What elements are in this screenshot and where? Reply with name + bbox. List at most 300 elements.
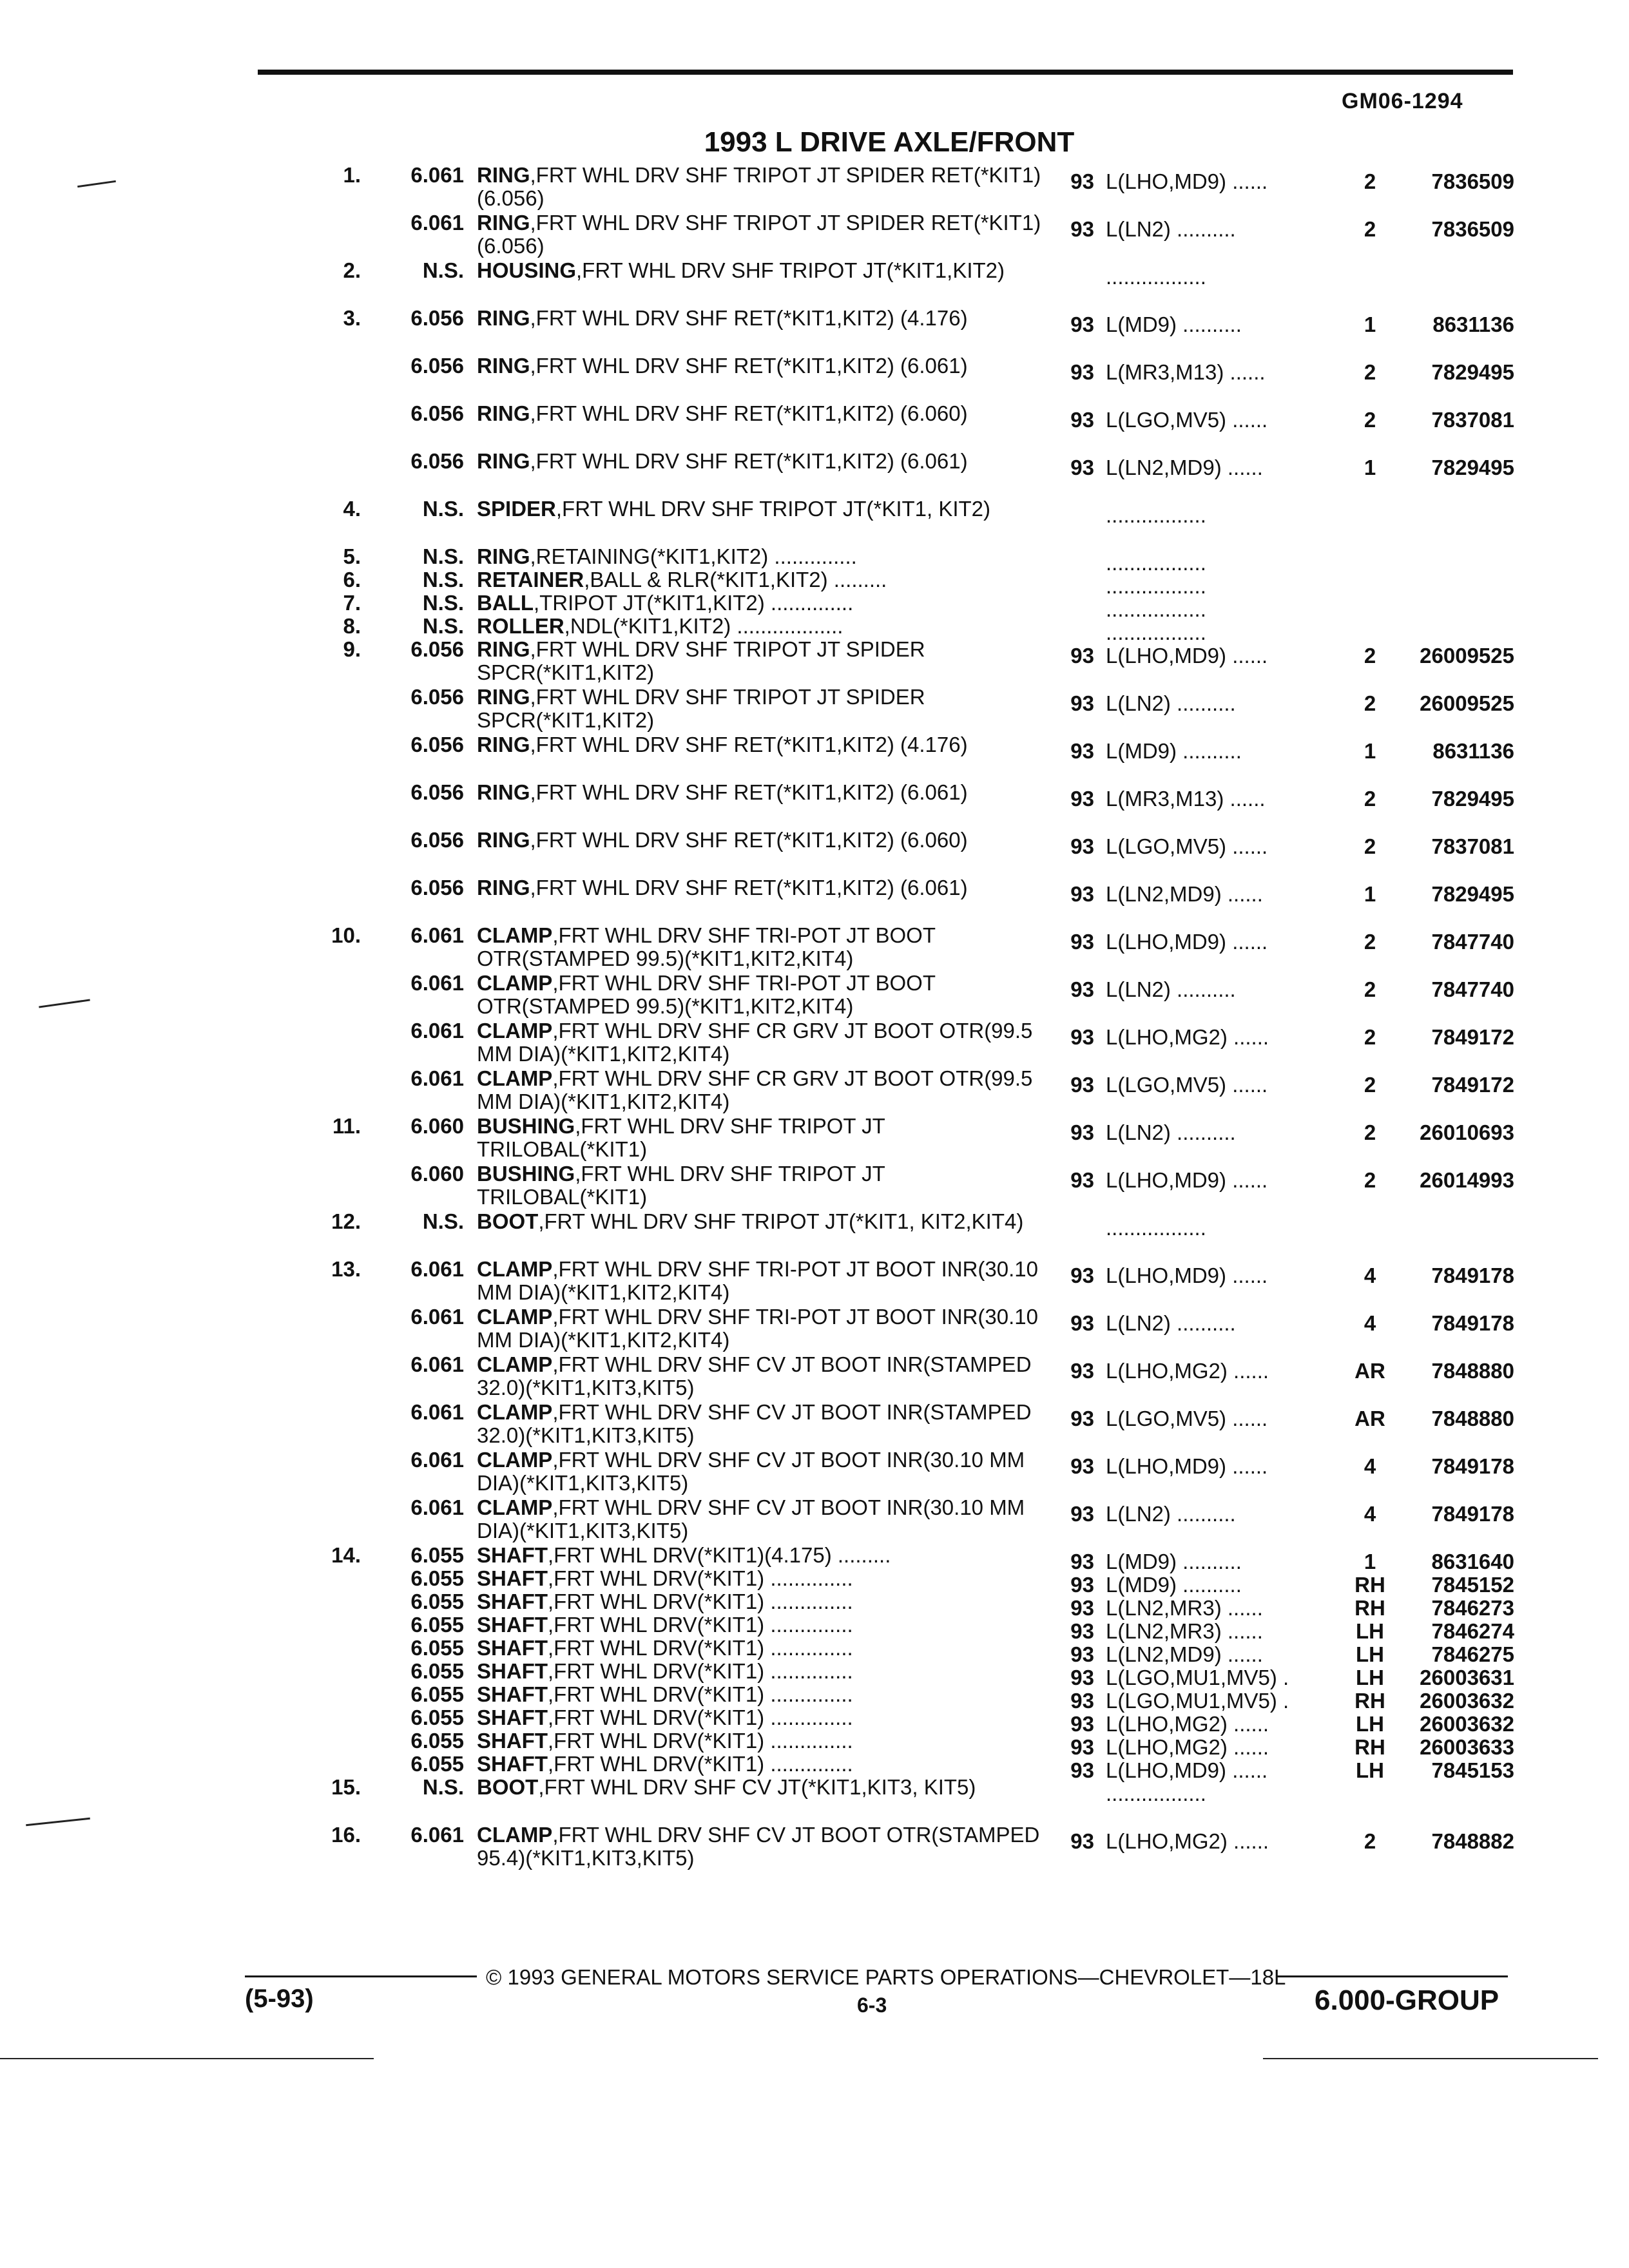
part-description: [477, 733, 1044, 756]
part-number: 7845152: [1431, 1573, 1514, 1597]
application: L(LGO,MU1,MV5) .: [1106, 1666, 1289, 1689]
model-year: 93: [1070, 456, 1094, 479]
part-row: [0, 1305, 1629, 1353]
quantity: 2: [1364, 1120, 1376, 1144]
part-row: [0, 638, 1629, 686]
item-number: 4.: [343, 497, 361, 521]
application: L(LHO,MD9) ......: [1106, 1264, 1268, 1287]
group-number: 6.061: [410, 211, 464, 235]
part-detail: ,FRT WHL DRV SHF CV JT(*KIT1,KIT3, KIT5): [538, 1775, 976, 1799]
application: L(MD9) ..........: [1106, 1573, 1242, 1597]
quantity: 2: [1364, 408, 1376, 432]
part-number: 7849178: [1431, 1264, 1514, 1287]
footer-group: 6.000-GROUP: [1315, 1984, 1499, 2016]
part-name: RING: [477, 211, 530, 235]
top-rule: [258, 70, 1513, 75]
quantity: 2: [1364, 1025, 1376, 1049]
model-year: 93: [1070, 312, 1094, 336]
part-detail: ,FRT WHL DRV SHF TRI-POT JT BOOT OTR(STAMPED 99.5)(*KIT1,KIT2,KIT4): [477, 923, 936, 970]
part-number: 7847740: [1431, 930, 1514, 954]
application: L(LHO,MG2) ......: [1106, 1829, 1269, 1853]
part-name: HOUSING: [477, 258, 577, 282]
part-description: [477, 1258, 1044, 1304]
part-name: BUSHING: [477, 1114, 575, 1138]
part-description: [477, 591, 1044, 615]
part-detail: ,RETAINING(*KIT1,KIT2) ..............: [530, 544, 857, 568]
part-name: SHAFT: [477, 1543, 548, 1567]
group-number: 6.061: [410, 1257, 464, 1281]
model-year: 93: [1070, 1025, 1094, 1049]
part-number: 7836509: [1431, 217, 1514, 241]
model-year: 93: [1070, 1120, 1094, 1144]
model-year: 93: [1070, 834, 1094, 858]
part-row: [0, 1706, 1629, 1736]
part-number: 7846275: [1431, 1642, 1514, 1666]
application: L(LHO,MD9) ......: [1106, 1758, 1268, 1782]
group-number: 6.061: [410, 1400, 464, 1424]
part-row: [0, 1613, 1629, 1643]
item-number: 15.: [331, 1775, 361, 1799]
part-detail: ,FRT WHL DRV SHF TRI-POT JT BOOT OTR(STAMPED 99.5)(*KIT1,KIT2,KIT4): [477, 971, 936, 1018]
part-row: [0, 544, 1629, 575]
part-detail: ,FRT WHL DRV SHF CV JT BOOT INR(30.10 MM DIA)(*KIT1,KIT3,KIT5): [477, 1448, 1025, 1495]
part-row: [0, 164, 1629, 211]
part-description: [477, 164, 1044, 210]
application: L(LGO,MV5) ......: [1106, 834, 1268, 858]
group-number: 6.056: [410, 637, 464, 661]
application: L(LGO,MV5) ......: [1106, 408, 1268, 432]
part-name: RING: [477, 828, 530, 852]
model-year: 93: [1070, 1454, 1094, 1478]
part-row: [0, 1776, 1629, 1823]
model-year: 93: [1070, 1735, 1094, 1759]
part-detail: ,FRT WHL DRV SHF RET(*KIT1,KIT2) (6.061): [530, 876, 968, 899]
quantity: LH: [1356, 1758, 1384, 1782]
part-name: RING: [477, 876, 530, 899]
part-description: [477, 1210, 1044, 1233]
part-description: [477, 972, 1044, 1018]
part-name: BALL: [477, 591, 534, 615]
model-year: 93: [1070, 1073, 1094, 1097]
application: L(LGO,MV5) ......: [1106, 1407, 1268, 1430]
model-year: 93: [1070, 1573, 1094, 1597]
part-name: BUSHING: [477, 1162, 575, 1186]
footer-date: (5-93): [245, 1984, 314, 2013]
application: L(LN2,MR3) ......: [1106, 1619, 1263, 1643]
model-year: 93: [1070, 882, 1094, 906]
model-year: 93: [1070, 1712, 1094, 1736]
part-name: RING: [477, 685, 530, 709]
quantity: RH: [1354, 1735, 1385, 1759]
application: L(LHO,MG2) ......: [1106, 1735, 1269, 1759]
part-description: [477, 829, 1044, 852]
quantity: LH: [1356, 1619, 1384, 1643]
application: .................: [1106, 620, 1206, 644]
part-description: [477, 924, 1044, 970]
group-number: 6.055: [410, 1613, 464, 1637]
part-number: 7836509: [1431, 169, 1514, 193]
part-name: CLAMP: [477, 1352, 553, 1376]
item-number: 3.: [343, 306, 361, 330]
part-name: SHAFT: [477, 1613, 548, 1637]
application: .................: [1106, 597, 1206, 621]
footer-rule-right: [1276, 1975, 1508, 1977]
part-description: [477, 1567, 1044, 1590]
group-number: 6.061: [410, 1352, 464, 1376]
part-detail: ,FRT WHL DRV SHF CR GRV JT BOOT OTR(99.5 MM DIA)(*KIT1,KIT2,KIT4): [477, 1066, 1033, 1113]
group-number: 6.055: [410, 1543, 464, 1567]
part-detail: ,BALL & RLR(*KIT1,KIT2) .........: [584, 568, 887, 591]
part-description: [477, 638, 1044, 684]
part-row: [0, 924, 1629, 972]
part-number: 26009525: [1420, 691, 1514, 715]
group-number: N.S.: [422, 1775, 464, 1799]
item-number: 7.: [343, 591, 361, 615]
part-detail: ,FRT WHL DRV SHF CV JT BOOT INR(STAMPED 32.0)(*KIT1,KIT3,KIT5): [477, 1352, 1032, 1399]
quantity: 2: [1364, 691, 1376, 715]
part-name: CLAMP: [477, 1019, 553, 1043]
group-number: 6.061: [410, 1823, 464, 1847]
page-title: 1993 L DRIVE AXLE/FRONT: [704, 126, 1075, 158]
part-description: [477, 781, 1044, 804]
part-detail: ,FRT WHL DRV SHF CV JT BOOT OTR(STAMPED 95.4)(*KIT1,KIT3,KIT5): [477, 1823, 1040, 1870]
part-detail: ,FRT WHL DRV(*KIT1) ..............: [548, 1659, 853, 1683]
group-number: 6.061: [410, 971, 464, 995]
part-detail: ,FRT WHL DRV SHF TRIPOT JT TRILOBAL(*KIT1): [477, 1114, 885, 1161]
group-number: 6.055: [410, 1682, 464, 1706]
part-name: CLAMP: [477, 923, 553, 947]
group-number: N.S.: [422, 568, 464, 591]
part-name: SHAFT: [477, 1659, 548, 1683]
part-row: [0, 781, 1629, 829]
part-row: [0, 307, 1629, 354]
part-number: 7829495: [1431, 787, 1514, 811]
part-row: [0, 1496, 1629, 1544]
part-description: [477, 1067, 1044, 1113]
quantity: 1: [1364, 1550, 1376, 1573]
model-year: 93: [1070, 1666, 1094, 1689]
part-detail: ,FRT WHL DRV SHF TRIPOT JT(*KIT1, KIT2): [555, 497, 991, 521]
part-number: 7849178: [1431, 1311, 1514, 1335]
part-description: [477, 545, 1044, 568]
part-name: RING: [477, 780, 530, 804]
application: L(LHO,MD9) ......: [1106, 930, 1268, 954]
model-year: 93: [1070, 1311, 1094, 1335]
quantity: 1: [1364, 312, 1376, 336]
part-name: SHAFT: [477, 1706, 548, 1729]
application: L(LHO,MD9) ......: [1106, 169, 1268, 193]
group-number: N.S.: [422, 258, 464, 282]
part-row: [0, 211, 1629, 259]
application: L(LN2) ..........: [1106, 977, 1236, 1001]
item-number: 2.: [343, 258, 361, 282]
part-description: [477, 1637, 1044, 1660]
quantity: LH: [1356, 1642, 1384, 1666]
part-detail: ,FRT WHL DRV SHF TRIPOT JT TRILOBAL(*KIT1): [477, 1162, 885, 1209]
part-detail: ,FRT WHL DRV SHF RET(*KIT1,KIT2) (6.061): [530, 449, 968, 473]
application: .................: [1106, 1216, 1206, 1240]
part-name: SHAFT: [477, 1636, 548, 1660]
quantity: 4: [1364, 1311, 1376, 1335]
part-detail: ,FRT WHL DRV SHF TRIPOT JT(*KIT1,KIT2): [576, 258, 1005, 282]
part-description: [477, 1401, 1044, 1447]
part-detail: ,FRT WHL DRV SHF CR GRV JT BOOT OTR(99.5 MM DIA)(*KIT1,KIT2,KIT4): [477, 1019, 1033, 1066]
part-row: [0, 733, 1629, 781]
model-year: 93: [1070, 930, 1094, 954]
part-number: 8631640: [1431, 1550, 1514, 1573]
part-description: [477, 450, 1044, 473]
model-year: 93: [1070, 1168, 1094, 1192]
part-number: 7829495: [1431, 882, 1514, 906]
group-number: 6.056: [410, 876, 464, 899]
part-number: 7849172: [1431, 1025, 1514, 1049]
part-number: 7848880: [1431, 1359, 1514, 1383]
application: L(LN2,MR3) ......: [1106, 1596, 1263, 1620]
group-number: 6.061: [410, 1448, 464, 1472]
item-number: 10.: [331, 923, 361, 947]
part-number: 7829495: [1431, 360, 1514, 384]
part-detail: ,FRT WHL DRV(*KIT1) ..............: [548, 1566, 853, 1590]
quantity: 2: [1364, 644, 1376, 668]
application: L(LHO,MD9) ......: [1106, 1454, 1268, 1478]
part-number: 7846274: [1431, 1619, 1514, 1643]
application: L(LHO,MD9) ......: [1106, 1168, 1268, 1192]
part-row: [0, 1566, 1629, 1597]
group-number: 6.061: [410, 163, 464, 187]
part-description: [477, 307, 1044, 330]
quantity: 2: [1364, 1829, 1376, 1853]
quantity: 1: [1364, 882, 1376, 906]
item-number: 1.: [343, 163, 361, 187]
part-number: 7829495: [1431, 456, 1514, 479]
part-detail: ,FRT WHL DRV SHF RET(*KIT1,KIT2) (6.060): [530, 401, 968, 425]
group-number: 6.056: [410, 354, 464, 378]
part-name: RING: [477, 306, 530, 330]
footer-page-number: 6-3: [857, 1994, 887, 2017]
part-name: RING: [477, 637, 530, 661]
margin-mark: [0, 2058, 374, 2059]
part-number: 8631136: [1432, 739, 1514, 763]
group-number: 6.055: [410, 1706, 464, 1729]
quantity: LH: [1356, 1666, 1384, 1689]
parts-list: [0, 164, 1629, 1871]
part-row: [0, 1115, 1629, 1162]
part-number: 26003632: [1420, 1712, 1514, 1736]
item-number: 5.: [343, 544, 361, 568]
part-detail: ,FRT WHL DRV(*KIT1)(4.175) .........: [548, 1543, 891, 1567]
part-description: [477, 1544, 1044, 1567]
application: .................: [1106, 503, 1206, 527]
part-name: SHAFT: [477, 1566, 548, 1590]
part-detail: ,FRT WHL DRV SHF RET(*KIT1,KIT2) (4.176): [530, 306, 968, 330]
part-name: SHAFT: [477, 1682, 548, 1706]
part-name: SPIDER: [477, 497, 556, 521]
model-year: 93: [1070, 408, 1094, 432]
part-detail: ,FRT WHL DRV SHF TRIPOT JT SPIDER RET(*KIT1)(6.056): [477, 211, 1041, 258]
part-name: RING: [477, 544, 530, 568]
part-detail: ,FRT WHL DRV SHF TRI-POT JT BOOT INR(30.10 MM DIA)(*KIT1,KIT2,KIT4): [477, 1305, 1038, 1352]
group-number: 6.061: [410, 923, 464, 947]
part-name: SHAFT: [477, 1590, 548, 1613]
group-number: 6.055: [410, 1659, 464, 1683]
part-description: [477, 1353, 1044, 1399]
quantity: 2: [1364, 1168, 1376, 1192]
quantity: 2: [1364, 217, 1376, 241]
part-row: [0, 1448, 1629, 1496]
group-number: 6.056: [410, 306, 464, 330]
application: .................: [1106, 265, 1206, 289]
part-number: 7849172: [1431, 1073, 1514, 1097]
part-name: ROLLER: [477, 614, 564, 638]
item-number: 16.: [331, 1823, 361, 1847]
part-number: 7845153: [1431, 1758, 1514, 1782]
application: L(MD9) ..........: [1106, 1550, 1242, 1573]
application: L(MR3,M13) ......: [1106, 360, 1266, 384]
group-number: 6.056: [410, 685, 464, 709]
group-number: N.S.: [422, 614, 464, 638]
part-name: CLAMP: [477, 1305, 553, 1329]
item-number: 13.: [331, 1257, 361, 1281]
part-number: 8631136: [1432, 312, 1514, 336]
part-description: [477, 402, 1044, 425]
model-year: 93: [1070, 691, 1094, 715]
part-description: [477, 1613, 1044, 1637]
part-detail: ,FRT WHL DRV SHF TRIPOT JT(*KIT1, KIT2,KIT4): [538, 1209, 1024, 1233]
part-number: 26003633: [1420, 1735, 1514, 1759]
part-row: [0, 591, 1629, 621]
model-year: 93: [1070, 1596, 1094, 1620]
part-row: [0, 1823, 1629, 1871]
application: L(LGO,MU1,MV5) .: [1106, 1689, 1289, 1713]
part-detail: ,TRIPOT JT(*KIT1,KIT2) ..............: [533, 591, 854, 615]
part-name: RING: [477, 401, 530, 425]
part-detail: ,FRT WHL DRV SHF RET(*KIT1,KIT2) (6.060): [530, 828, 968, 852]
application: L(LN2) ..........: [1106, 1120, 1236, 1144]
model-year: 93: [1070, 1642, 1094, 1666]
application: L(LN2,MD9) ......: [1106, 882, 1263, 906]
part-description: [477, 354, 1044, 378]
part-description: [477, 568, 1044, 591]
quantity: RH: [1354, 1596, 1385, 1620]
part-detail: ,FRT WHL DRV(*KIT1) ..............: [548, 1682, 853, 1706]
model-year: 93: [1070, 739, 1094, 763]
part-row: [0, 876, 1629, 924]
part-row: [0, 1543, 1629, 1573]
margin-mark: [1263, 2058, 1598, 2059]
quantity: RH: [1354, 1573, 1385, 1597]
part-name: RING: [477, 163, 530, 187]
part-name: RING: [477, 733, 530, 756]
part-number: 26009525: [1420, 644, 1514, 668]
model-year: 93: [1070, 217, 1094, 241]
quantity: 2: [1364, 977, 1376, 1001]
quantity: 1: [1364, 739, 1376, 763]
part-row: [0, 1258, 1629, 1305]
part-detail: ,FRT WHL DRV SHF RET(*KIT1,KIT2) (6.061): [530, 354, 968, 378]
item-number: 14.: [331, 1543, 361, 1567]
part-description: [477, 497, 1044, 521]
group-number: 6.055: [410, 1752, 464, 1776]
quantity: 4: [1364, 1502, 1376, 1526]
part-description: [477, 1590, 1044, 1613]
model-year: 93: [1070, 977, 1094, 1001]
quantity: 2: [1364, 169, 1376, 193]
part-name: CLAMP: [477, 971, 553, 995]
part-number: 7849178: [1431, 1502, 1514, 1526]
group-number: 6.056: [410, 828, 464, 852]
part-row: [0, 259, 1629, 307]
application: L(LHO,MG2) ......: [1106, 1712, 1269, 1736]
item-number: 8.: [343, 614, 361, 638]
model-year: 93: [1070, 1264, 1094, 1287]
part-description: [477, 686, 1044, 732]
part-name: SHAFT: [477, 1752, 548, 1776]
group-number: 6.056: [410, 449, 464, 473]
part-detail: ,NDL(*KIT1,KIT2) ..................: [564, 614, 843, 638]
part-description: [477, 1496, 1044, 1542]
quantity: AR: [1354, 1407, 1385, 1430]
quantity: 2: [1364, 930, 1376, 954]
group-number: 6.056: [410, 733, 464, 756]
model-year: 93: [1070, 1829, 1094, 1853]
part-number: 7837081: [1431, 834, 1514, 858]
part-description: [477, 876, 1044, 899]
part-number: 7846273: [1431, 1596, 1514, 1620]
quantity: RH: [1354, 1689, 1385, 1713]
part-detail: ,FRT WHL DRV(*KIT1) ..............: [548, 1613, 853, 1637]
group-number: 6.055: [410, 1566, 464, 1590]
part-detail: ,FRT WHL DRV SHF TRIPOT JT SPIDER SPCR(*KIT1,KIT2): [477, 685, 925, 732]
part-description: [477, 1729, 1044, 1753]
footer-rule-left: [245, 1975, 477, 1977]
part-row: [0, 614, 1629, 644]
part-name: RETAINER: [477, 568, 584, 591]
part-number: 7848882: [1431, 1829, 1514, 1853]
group-number: N.S.: [422, 591, 464, 615]
footer-copyright: © 1993 GENERAL MOTORS SERVICE PARTS OPERATIONS—CHEVROLET—18L: [486, 1965, 1286, 1989]
application: L(MD9) ..........: [1106, 739, 1242, 763]
part-row: [0, 829, 1629, 876]
part-description: [477, 1823, 1044, 1870]
part-row: [0, 1353, 1629, 1401]
model-year: 93: [1070, 1407, 1094, 1430]
part-row: [0, 1682, 1629, 1713]
quantity: LH: [1356, 1712, 1384, 1736]
application: L(LN2) ..........: [1106, 691, 1236, 715]
group-number: N.S.: [422, 1209, 464, 1233]
application: L(LGO,MV5) ......: [1106, 1073, 1268, 1097]
quantity: 4: [1364, 1264, 1376, 1287]
application: L(MD9) ..........: [1106, 312, 1242, 336]
part-detail: ,FRT WHL DRV(*KIT1) ..............: [548, 1752, 853, 1776]
application: L(LHO,MD9) ......: [1106, 644, 1268, 668]
part-row: [0, 1636, 1629, 1666]
model-year: 93: [1070, 1619, 1094, 1643]
part-detail: ,FRT WHL DRV(*KIT1) ..............: [548, 1590, 853, 1613]
part-description: [477, 615, 1044, 638]
quantity: 2: [1364, 360, 1376, 384]
part-row: [0, 354, 1629, 402]
part-number: 7848880: [1431, 1407, 1514, 1430]
group-number: 6.061: [410, 1019, 464, 1043]
quantity: 2: [1364, 834, 1376, 858]
model-year: 93: [1070, 1689, 1094, 1713]
application: L(LN2,MD9) ......: [1106, 456, 1263, 479]
group-number: 6.055: [410, 1729, 464, 1753]
part-description: [477, 1305, 1044, 1352]
part-description: [477, 1683, 1044, 1706]
model-year: 93: [1070, 1359, 1094, 1383]
